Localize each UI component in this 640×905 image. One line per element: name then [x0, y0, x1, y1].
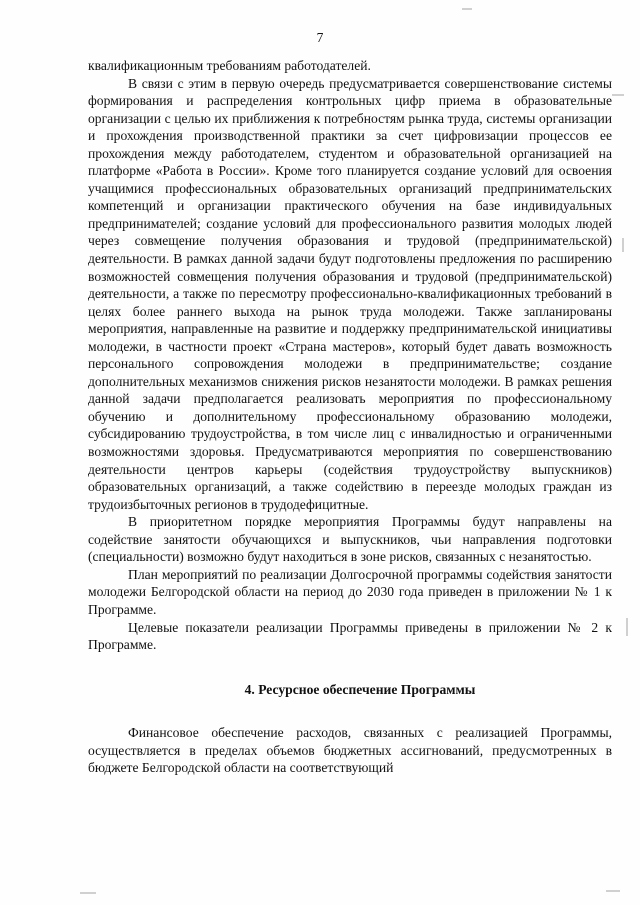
- body-text: [88, 57, 612, 777]
- scan-artifact: [622, 238, 624, 252]
- scan-artifact: [80, 892, 96, 894]
- scan-artifact: [612, 94, 624, 96]
- section-heading: 4. Ресурсное обеспечение Программы: [244, 681, 476, 697]
- paragraph: В связи с этим в первую очередь предусматривается совершенствование системы формирования и распределения контрольных цифр приема в образовательные организации с целью их приближения к потребностям рынка труда, системы организации и прохождения производственной практики за счет цифровизации процессов ее прохождения между работодателем, студентом и образовательной организацией на платформе «Работа в России». Кроме того планируется создание условий для освоения учащимися профессиональных образовательных организаций предпринимательских компетенций и организации практического обучения на базе индивидуальных предпринимателей; создание условий для профессионального развития молодых людей через совмещение получения образования и трудовой (предпринимательской) деятельности. В рамках данной задачи будут подготовлены предложения по расширению возможностей совмещения получения образования и трудовой (предпринимательской) деятельности, а также по пересмотру профессионально-квалификационных требований в целях более раннего выхода на рынок труда молодежи. Также запланированы мероприятия, направленные на развитие и поддержку предпринимательской инициативы молодежи, в частности проект «Страна мастеров», который будет давать возможность персонального сопровождения молодежи в предпринимательстве; создание дополнительных механизмов снижения рисков незанятости молодежи. В рамках решения данной задачи предполагается реализовать мероприятия по профессиональному обучению и дополнительному профессиональному образованию молодежи, субсидированию трудоустройства, в том числе лиц с инвалидностью и ограниченными возможностями здоровья. Предусматриваются мероприятия по совершенствованию деятельности центров карьеры (содействия трудоустройству выпускников) образовательных организаций, а также содействию в переезде молодых граждан из трудоизбыточных регионов в трудодефицитные.: [88, 75, 612, 512]
- paragraph: квалификационным требованиям работодателей.: [88, 58, 371, 73]
- paragraph: План мероприятий по реализации Долгосрочной программы содействия занятости молодежи Белгородской области на период до 2030 года приведен в приложении № 1 к Программе.: [88, 566, 612, 617]
- page-number: 7: [316, 30, 324, 45]
- paragraph: Финансовое обеспечение расходов, связанных с реализацией Программы, осуществляется в пределах объемов бюджетных ассигнований, предусмотренных в бюджете Белгородской области на соответствующий: [88, 725, 612, 776]
- paragraph: В приоритетном порядке мероприятия Программы будут направлены на содействие занятости обучающихся и выпускников, чьи направления подготовки (специальности) возможно будут находиться в зоне рисков, связанных с незанятостью.: [88, 514, 612, 565]
- scan-artifact: [606, 890, 620, 892]
- scan-artifact: [462, 8, 472, 10]
- scan-artifact: [626, 618, 628, 636]
- paragraph: Целевые показатели реализации Программы приведены в приложении № 2 к Программе.: [88, 619, 612, 653]
